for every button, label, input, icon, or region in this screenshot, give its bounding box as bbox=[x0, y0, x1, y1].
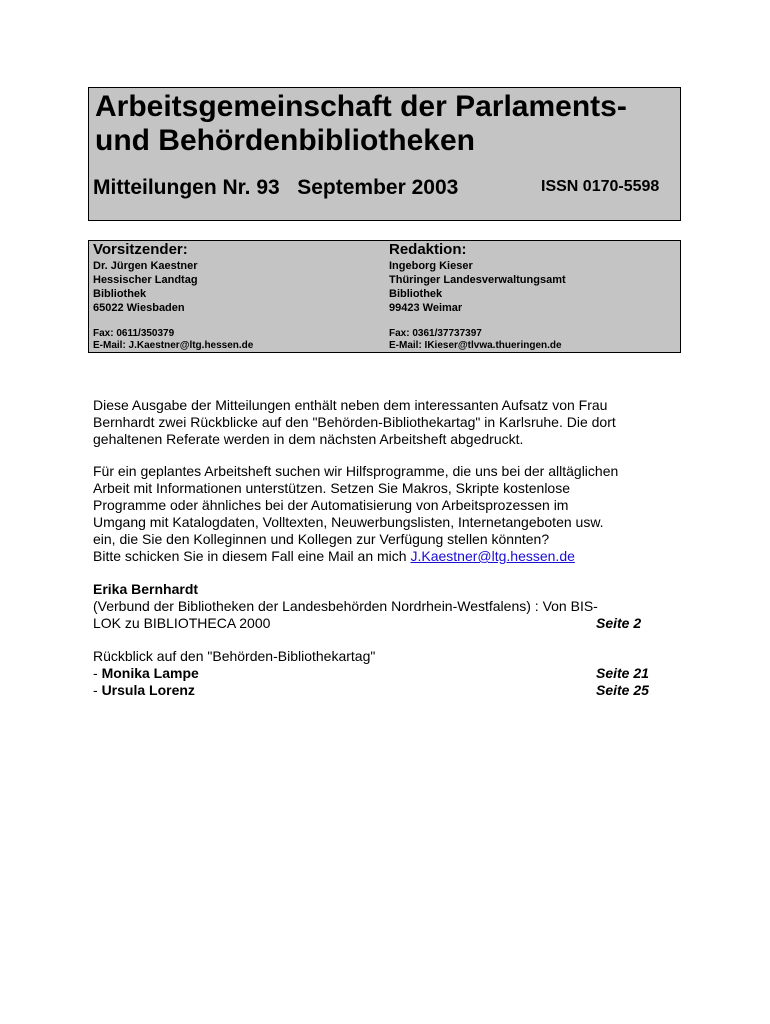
text-line: Umgang mit Katalogdaten, Volltexten, Neuwerbungslisten, Internetangeboten usw. bbox=[93, 514, 604, 530]
review-entry bbox=[93, 665, 683, 682]
editor-heading: Redaktion: bbox=[389, 241, 467, 258]
masthead-title-line-2: und Behördenbibliotheken bbox=[95, 124, 475, 157]
chair-address-line: 65022 Wiesbaden bbox=[93, 302, 185, 314]
mail-request-text: Bitte schicken Sie in diesem Fall eine Mail an mich bbox=[93, 548, 411, 564]
masthead-title-line-1: Arbeitsgemeinschaft der Parlaments- bbox=[95, 90, 627, 123]
article-title-line-2 bbox=[93, 615, 683, 632]
editor-address bbox=[389, 259, 566, 315]
review-entry-name: Ursula Lorenz bbox=[101, 682, 195, 698]
editor-email: E-Mail: IKieser@tlvwa.thueringen.de bbox=[389, 340, 562, 351]
chair-email: E-Mail: J.Kaestner@ltg.hessen.de bbox=[93, 340, 254, 351]
entry-dash: - bbox=[93, 665, 102, 681]
article-author bbox=[93, 581, 683, 598]
chair-heading: Vorsitzender: bbox=[93, 241, 188, 258]
editor-address-line: Bibliothek bbox=[389, 288, 443, 300]
text-line: ein, die Sie den Kolleginnen und Kollegen zur Verfügung stellen könnten? bbox=[93, 531, 550, 547]
text-line: gehaltenen Referate werden in dem nächsten Arbeitsheft abgedruckt. bbox=[93, 431, 524, 447]
editor-fax: Fax: 0361/37737397 bbox=[389, 328, 482, 339]
chair-contact bbox=[93, 327, 253, 351]
article-title-text: LOK zu BIBLIOTHECA 2000 bbox=[93, 615, 271, 631]
editor-contact bbox=[389, 327, 562, 351]
intro-paragraph-1 bbox=[93, 397, 683, 448]
masthead-box bbox=[88, 87, 681, 221]
mail-request-line bbox=[93, 548, 683, 565]
chair-address-line: Dr. Jürgen Kaestner bbox=[93, 260, 198, 272]
chair-fax: Fax: 0611/350379 bbox=[93, 328, 175, 339]
issue-date: September 2003 bbox=[297, 176, 459, 199]
issue-number: Mitteilungen Nr. 93 bbox=[93, 176, 280, 199]
editor-address-line: Ingeborg Kieser bbox=[389, 260, 473, 272]
review-heading: Rückblick auf den "Behörden-Bibliothekartag" bbox=[93, 648, 376, 664]
page-reference: Seite 21 bbox=[596, 665, 649, 681]
page-reference: Seite 25 bbox=[596, 682, 649, 698]
editor-address-line: Thüringer Landesverwaltungsamt bbox=[389, 274, 566, 286]
entry-dash: - bbox=[93, 682, 102, 698]
review-entry bbox=[93, 682, 683, 699]
chair-address bbox=[93, 259, 198, 315]
text-line: Programme oder ähnliches bei der Automatisierung von Arbeitsprozessen im bbox=[93, 497, 569, 513]
text-line: Arbeit mit Informationen unterstützen. Setzen Sie Makros, Skripte kostenlose bbox=[93, 480, 571, 496]
contact-box bbox=[88, 240, 681, 353]
review-entry-name: Monika Lampe bbox=[101, 665, 199, 681]
chair-address-line: Bibliothek bbox=[93, 288, 147, 300]
chair-address-line: Hessischer Landtag bbox=[93, 274, 198, 286]
issn: ISSN 0170-5598 bbox=[541, 178, 660, 195]
editor-address-line: 99423 Weimar bbox=[389, 302, 463, 314]
toc-article-1 bbox=[93, 581, 683, 632]
toc-review-section bbox=[93, 648, 683, 699]
page-reference: Seite 2 bbox=[596, 615, 642, 631]
text-line: Bernhardt zwei Rückblicke auf den "Behörden-Bibliothekartag" in Karlsruhe. Die dort bbox=[93, 414, 616, 430]
issue-line bbox=[93, 176, 458, 200]
article-title-line: (Verbund der Bibliotheken der Landesbehörden Nordrhein-Westfalens) : Von BIS- bbox=[93, 598, 598, 614]
intro-paragraph-2 bbox=[93, 463, 683, 565]
email-link[interactable]: J.Kaestner@ltg.hessen.de bbox=[410, 548, 575, 564]
text-line: Für ein geplantes Arbeitsheft suchen wir Hilfsprogramme, die uns bei der alltäglichen bbox=[93, 463, 619, 479]
text-line: Diese Ausgabe der Mitteilungen enthält neben dem interessanten Aufsatz von Frau bbox=[93, 397, 608, 413]
article-author-name: Erika Bernhardt bbox=[93, 581, 199, 597]
